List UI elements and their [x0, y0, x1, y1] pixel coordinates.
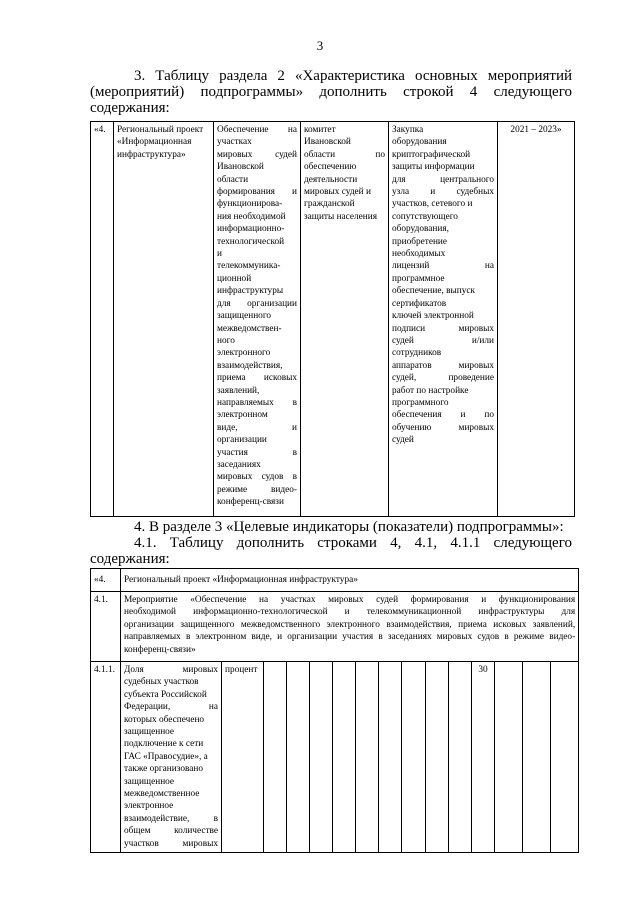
- cell-line: взаимодействие, в: [124, 813, 218, 824]
- cell-line: телекоммуника-: [217, 261, 281, 272]
- cell-line: субъекта Российской: [124, 689, 207, 700]
- cell-line: работ по настройке: [392, 385, 469, 396]
- cell-line: направляемых в: [217, 397, 297, 408]
- cell-line: аппаратов мировых: [392, 360, 494, 371]
- cell-line: Закупка: [392, 125, 424, 135]
- cell-line: электронное: [124, 801, 174, 812]
- cell-line: обеспечения и по: [392, 410, 494, 421]
- cell-line: участия в: [217, 447, 297, 458]
- cell-line: конференц-связи»: [124, 644, 196, 655]
- cell-line: защиты информации: [392, 162, 475, 173]
- cell-line: технологической: [217, 236, 285, 247]
- cell-line: судей: [392, 435, 414, 446]
- value-cell: [551, 662, 579, 853]
- cell-line: участков, сетевого и: [392, 199, 473, 210]
- cell-line: которых обеспечено: [124, 714, 205, 725]
- value-cell: [495, 662, 523, 853]
- cell-line: подписи мировых: [392, 323, 494, 334]
- project-title: Региональный проект «Информационная инфраструктура»: [121, 569, 579, 592]
- value-cell: [287, 662, 310, 853]
- cell-line: подключение к сети: [124, 739, 204, 750]
- cell-line: участках: [217, 137, 252, 148]
- cell-line: виде, и: [217, 422, 297, 433]
- cell-line: защищенное: [124, 727, 175, 738]
- cell-line: узла и судебных: [392, 187, 494, 198]
- cell-line: сопутствующего: [392, 211, 458, 222]
- cell-line: конференц-связи: [217, 497, 284, 508]
- unit-cell: процент: [222, 662, 264, 853]
- purpose-cell: [214, 122, 301, 517]
- cell-line: криптографической: [392, 149, 471, 160]
- cell-line: области: [217, 174, 249, 185]
- cell-line: взаимодействия,: [217, 360, 283, 371]
- cell-line: мировых судов в: [217, 472, 297, 483]
- indicator-name: [121, 662, 222, 853]
- cell-line: для организации: [217, 298, 297, 309]
- cell-line: заявлений,: [217, 385, 260, 396]
- measures-table: [90, 121, 575, 517]
- cell-line: оборудования: [392, 137, 447, 148]
- table-row: [91, 122, 575, 517]
- cell-line: защищенного: [217, 311, 272, 322]
- cell-line: мировых судей: [217, 149, 297, 160]
- cell-line: ключей электронной: [392, 311, 474, 322]
- measure-description: [121, 592, 579, 662]
- paragraph-line: содержания:: [90, 100, 170, 116]
- cell-line: Ивановской: [304, 137, 351, 148]
- cell-line: участков мировых: [124, 838, 218, 849]
- row-number: 4.1.1.: [91, 662, 121, 853]
- value-cell: [264, 662, 287, 853]
- cell-line: межведомственное: [124, 789, 200, 800]
- cell-line: заседаниях: [217, 459, 261, 470]
- cell-line: судебных участков: [124, 677, 199, 688]
- value-cell: [379, 662, 402, 853]
- cell-line: судей, проведение: [392, 373, 494, 384]
- cell-line: лицензий на: [392, 261, 494, 272]
- page-number: 3: [316, 38, 324, 53]
- cell-line: комитет: [304, 125, 336, 135]
- paragraph-line: содержания:: [90, 551, 170, 567]
- cell-line: инфраструктуры: [217, 286, 284, 297]
- indicators-table: [90, 568, 579, 853]
- value-cell: 30: [472, 662, 495, 853]
- paragraph-line: 4.1. Таблицу дополнить строками 4, 4.1, 4.1.1 следующего: [134, 535, 572, 551]
- cell-line: организации защищенного межведомственного электронного взаимодействия, приема исковых заявлений,: [124, 619, 576, 630]
- table-row: [91, 592, 579, 662]
- cell-line: общем количестве: [124, 826, 218, 837]
- executor-cell: [301, 122, 389, 517]
- value-cell: [333, 662, 356, 853]
- cell-line: Федерации, на: [124, 702, 218, 713]
- cell-line: электронном: [217, 410, 268, 421]
- row-number: 4.1.: [91, 592, 121, 662]
- value-cell: [426, 662, 449, 853]
- value-cell: [449, 662, 472, 853]
- value-cell: [523, 662, 551, 853]
- cell-line: направляемых в электронном виде, и организации участия в заседаниях мировых судов в режиме видео-: [124, 632, 576, 643]
- table-row: [91, 569, 579, 592]
- cell-line: обучению мировых: [392, 422, 494, 433]
- cell-line: также организовано: [124, 764, 204, 775]
- cell-line: сертификатов: [392, 298, 447, 309]
- cell-line: Доля мировых: [124, 665, 218, 675]
- cell-line: деятельности: [304, 174, 358, 185]
- cell-line: сотрудников: [392, 348, 442, 359]
- cell-line: приобретение: [392, 236, 448, 247]
- cell-line: обеспечению: [304, 162, 357, 173]
- cell-line: формирования и: [217, 187, 297, 198]
- paragraph-4: [90, 519, 572, 567]
- project-name: Региональный проект «Информационная инфраструктура»: [114, 122, 214, 517]
- cell-line: информационно-: [217, 224, 285, 235]
- cell-line: программное: [392, 273, 445, 284]
- cell-line: обеспечение, выпуск: [392, 286, 476, 297]
- cell-line: мировых судей и: [304, 187, 371, 198]
- cell-line: межведомствен-: [217, 323, 282, 334]
- cell-line: Мероприятие «Обеспечение на участках мировых судей формирования и функционирования: [124, 595, 576, 605]
- cell-line: организации: [217, 435, 267, 446]
- cell-line: Ивановской: [217, 162, 264, 173]
- cell-line: Обеспечение на: [217, 125, 297, 135]
- paragraph-line: (мероприятий) подпрограммы» дополнить строкой 4 следующего: [90, 84, 572, 100]
- row-number: «4.: [91, 122, 114, 517]
- cell-line: оборудования,: [392, 224, 449, 235]
- activities-cell: [389, 122, 498, 517]
- paragraph-3: [90, 68, 572, 116]
- cell-line: защищенное: [124, 776, 175, 787]
- cell-line: режиме видео-: [217, 484, 297, 495]
- paragraph-line: 3. Таблицу раздела 2 «Характеристика основных мероприятий: [134, 68, 572, 84]
- value-cell: [310, 662, 333, 853]
- period-cell: 2021 – 2023»: [498, 122, 575, 517]
- cell-line: приема исковых: [217, 373, 297, 384]
- row-number: «4.: [91, 569, 121, 592]
- cell-line: ного: [217, 335, 235, 346]
- cell-line: функционирова-: [217, 199, 283, 210]
- cell-line: защиты населения: [304, 211, 378, 222]
- cell-line: необходимых: [392, 249, 446, 260]
- cell-line: области по: [304, 149, 385, 160]
- value-cell: [402, 662, 426, 853]
- cell-line: ционной: [217, 273, 252, 284]
- cell-line: электронного: [217, 348, 271, 359]
- cell-line: гражданской: [304, 199, 355, 210]
- cell-line: для центрального: [392, 174, 494, 185]
- cell-line: необходимой информационно-технологической и телекоммуникационной инфраструктуры для: [124, 607, 576, 618]
- cell-line: судей и/или: [392, 335, 494, 346]
- cell-line: ГАС «Правосудие», а: [124, 751, 208, 762]
- paragraph-line: 4. В разделе 3 «Целевые индикаторы (показатели) подпрограммы»:: [134, 519, 564, 535]
- cell-line: программного: [392, 397, 449, 408]
- cell-line: ния необходимой: [217, 211, 286, 222]
- value-cell: [356, 662, 379, 853]
- cell-line: и: [217, 249, 222, 260]
- table-row: [91, 662, 579, 853]
